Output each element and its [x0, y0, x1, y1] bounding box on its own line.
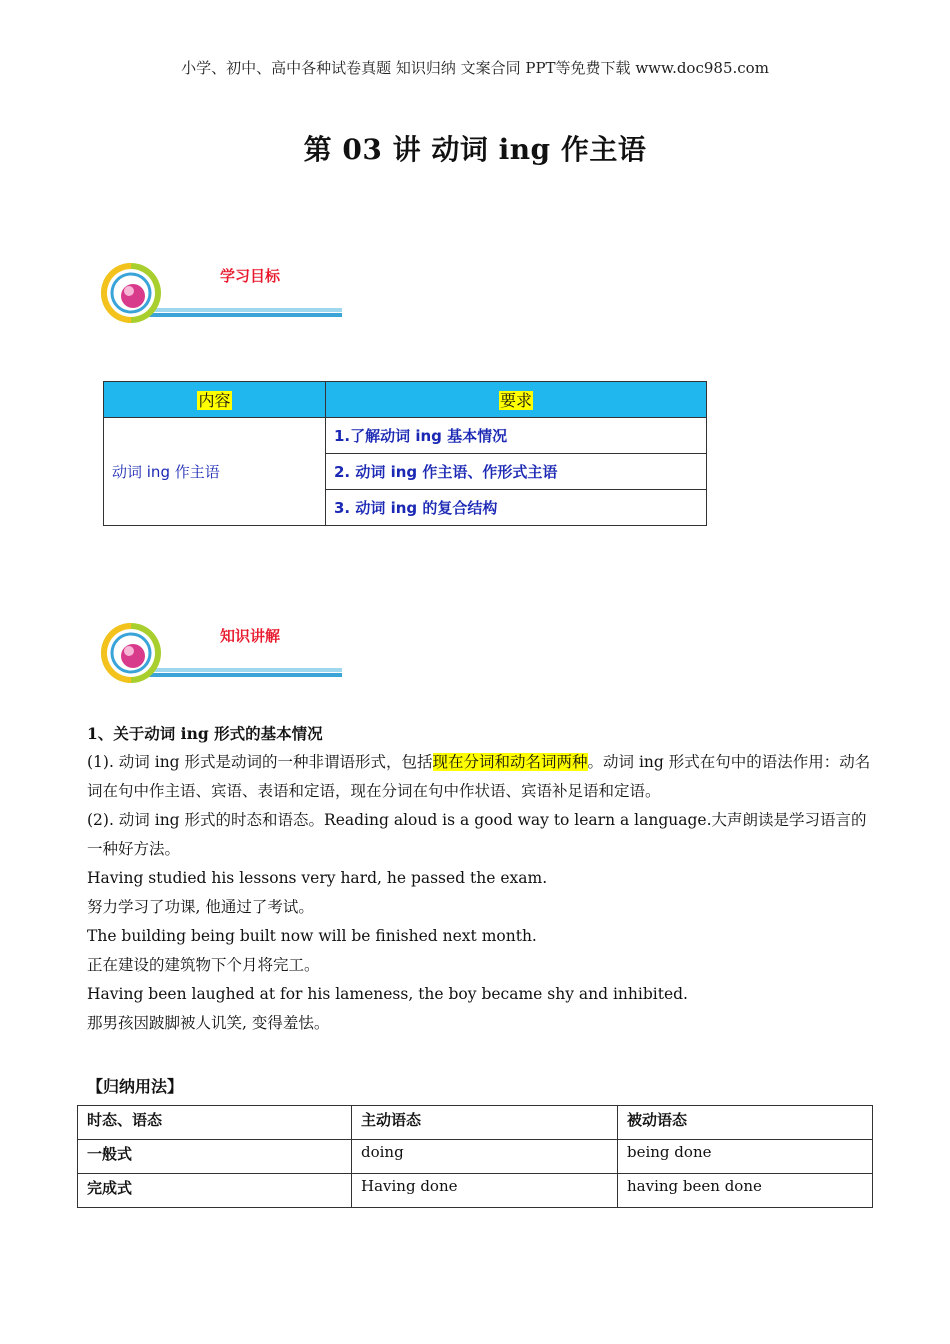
example-line: Having been laughed at for his lameness, the boy became shy and inhibited.: [87, 985, 688, 1003]
section-label-knowledge: 知识讲解: [220, 627, 281, 645]
summary-label: 【归纳用法】: [87, 1077, 184, 1096]
paragraph-1: (1). 动词 ing 形式是动词的一种非谓语形式，包括现在分词和动名词两种。动词 ing 形式在句中的语法作用：动名词在句中作主语、宾语、表语和定语，现在分词在句中作状语、宾语补足语和定语。: [87, 753, 871, 800]
usage-cell: 完成式: [78, 1174, 352, 1208]
section-label-goals: 学习目标: [220, 267, 281, 285]
goals-header-content: 内容: [104, 382, 326, 418]
usage-header: 主动语态: [352, 1106, 618, 1140]
goals-item: 1.了解动词 ing 基本情况: [326, 418, 707, 454]
goals-item: 3. 动词 ing 的复合结构: [326, 490, 707, 526]
goals-item: 2. 动词 ing 作主语、作形式主语: [326, 454, 707, 490]
usage-header: 被动语态: [618, 1106, 873, 1140]
content-heading: 1、关于动词 ing 形式的基本情况: [87, 724, 323, 743]
usage-cell: doing: [352, 1140, 618, 1174]
knowledge-content: [87, 719, 877, 1038]
usage-cell: 一般式: [78, 1140, 352, 1174]
usage-cell: having been done: [618, 1174, 873, 1208]
example-line: 努力学习了功课, 他通过了考试。: [87, 898, 314, 916]
usage-cell: being done: [618, 1140, 873, 1174]
page-title: 第 03 讲 动词 ing 作主语: [303, 133, 647, 166]
section-badge-goals: [98, 262, 348, 332]
usage-header: 时态、语态: [78, 1106, 352, 1140]
goals-header-requirement: 要求: [326, 382, 707, 418]
example-line: The building being built now will be finished next month.: [87, 927, 537, 945]
example-line: 那男孩因跛脚被人讥笑, 变得羞怯。: [87, 1014, 330, 1032]
goals-topic: 动词 ing 作主语: [104, 418, 326, 526]
goals-table: [103, 381, 707, 526]
highlight-text: 现在分词和动名词两种: [432, 753, 588, 771]
section-badge-knowledge: [98, 622, 348, 692]
example-line: 正在建设的建筑物下个月将完工。: [87, 956, 320, 974]
usage-cell: Having done: [352, 1174, 618, 1208]
page-header: 小学、初中、高中各种试卷真题 知识归纳 文案合同 PPT等免费下载 www.doc985.com: [181, 59, 769, 77]
usage-table: [77, 1105, 873, 1208]
paragraph-2: (2). 动词 ing 形式的时态和语态。Reading aloud is a good way to learn a language.大声朗读是学习语言的一种好方法。: [87, 811, 867, 858]
example-line: Having studied his lessons very hard, he passed the exam.: [87, 869, 548, 887]
